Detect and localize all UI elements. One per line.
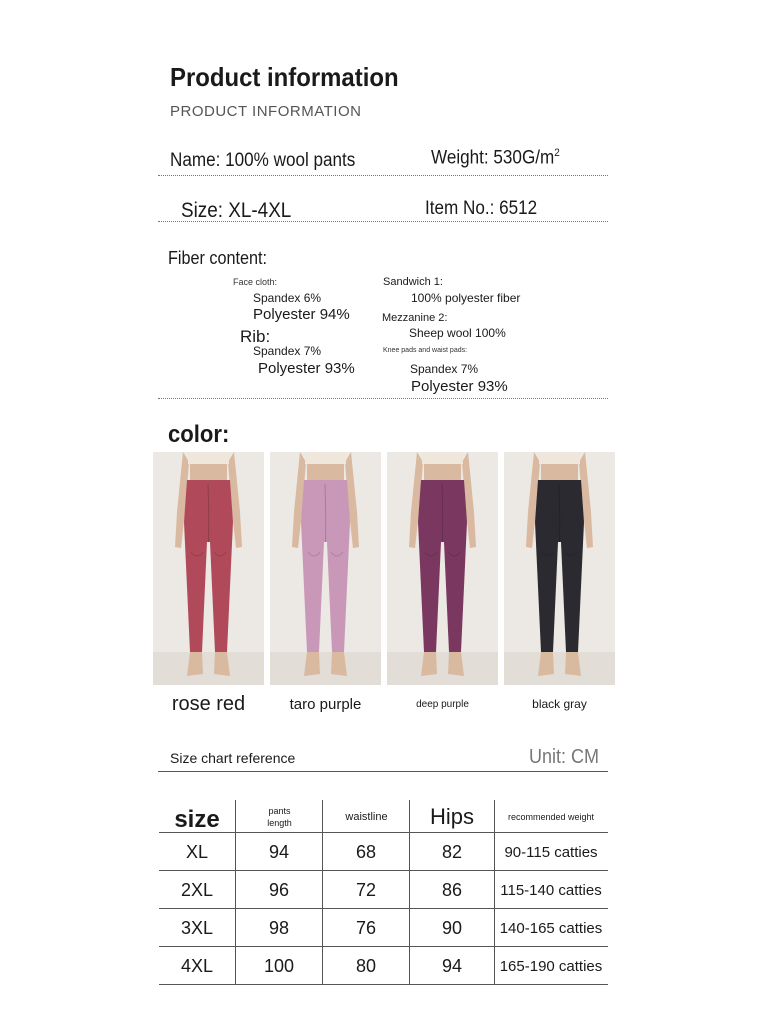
page-subtitle: PRODUCT INFORMATION [170,103,362,120]
table-cell: 4XL [180,955,214,976]
weight-superscript: 2 [554,147,560,159]
rib-polyester: Polyester 93% [258,360,355,377]
product-size: Size: XL-4XL [181,199,292,222]
knee-polyester: Polyester 93% [411,378,508,395]
table-cell: 90 [441,917,463,938]
table-cell: 140-165 catties [499,919,603,937]
table-cell: 94 [268,841,290,862]
product-item-no: Item No.: 6512 [425,198,538,219]
table-header-row [159,800,608,833]
table-cell: 86 [441,879,463,900]
weight-value: Weight: 530G/m [431,147,555,169]
page-title: Product information [170,62,399,92]
table-cell: 96 [268,879,290,900]
header-size: size [174,805,220,833]
leggings-illustration [270,452,381,685]
size-chart-unit: Unit: CM [529,746,600,768]
divider [158,175,608,176]
product-name: Name: 100% wool pants [170,150,356,171]
table-cell: 3XL [180,917,214,938]
table-column-rule [322,800,323,985]
mezzanine-label: Mezzanine 2: [382,312,448,324]
face-polyester: Polyester 94% [253,306,350,323]
table-row [159,871,608,909]
header-pants-length: pants length [267,805,292,828]
table-cell: 82 [441,841,463,862]
color-heading: color: [168,421,230,448]
table-cell: 98 [268,917,290,938]
color-caption: deep purple [416,699,469,710]
fiber-heading: Fiber content: [168,248,268,268]
table-cell: 72 [355,879,377,900]
knee-label: Knee pads and waist pads: [383,347,468,354]
product-photo-rose-red[interactable] [153,452,264,685]
table-row [159,909,608,947]
rib-label: Rib: [240,327,271,346]
table-row [159,833,608,871]
face-cloth-label: Face cloth: [233,277,278,287]
table-cell: 94 [441,955,463,976]
table-rule [159,984,608,985]
table-cell: 100 [263,955,295,976]
header-hips: Hips [429,803,474,829]
sandwich-label: Sandwich 1: [383,276,443,288]
divider [158,221,608,222]
knee-spandex: Spandex 7% [410,362,479,376]
leggings-illustration [387,452,498,685]
mezzanine-value: Sheep wool 100% [409,326,506,340]
leggings-illustration [153,452,264,685]
divider [158,398,608,399]
table-cell: 76 [355,917,377,938]
product-photo-black-gray[interactable] [504,452,615,685]
color-caption: taro purple [289,696,362,713]
table-cell: 80 [355,955,377,976]
rib-spandex: Spandex 7% [253,344,322,358]
table-cell: 68 [355,841,377,862]
product-weight [431,147,560,169]
table-column-rule [409,800,410,985]
table-column-rule [494,800,495,985]
header-waistline: waistline [345,810,388,823]
table-row [159,947,608,985]
table-cell: XL [185,841,209,862]
divider [158,771,608,772]
header-recommended-weight: recommended weight [507,811,595,822]
table-cell: 115-140 catties [500,881,602,899]
product-photo-taro-purple[interactable] [270,452,381,685]
table-cell: 165-190 catties [499,957,603,975]
table-column-rule [235,800,236,985]
table-cell: 90-115 catties [504,843,598,861]
product-photo-deep-purple[interactable] [387,452,498,685]
color-caption: black gray [532,697,587,711]
sandwich-value: 100% polyester fiber [411,291,521,305]
color-caption: rose red [171,693,246,715]
table-cell: 2XL [180,879,214,900]
face-spandex: Spandex 6% [253,291,322,305]
size-chart-label: Size chart reference [170,750,296,766]
leggings-illustration [504,452,615,685]
